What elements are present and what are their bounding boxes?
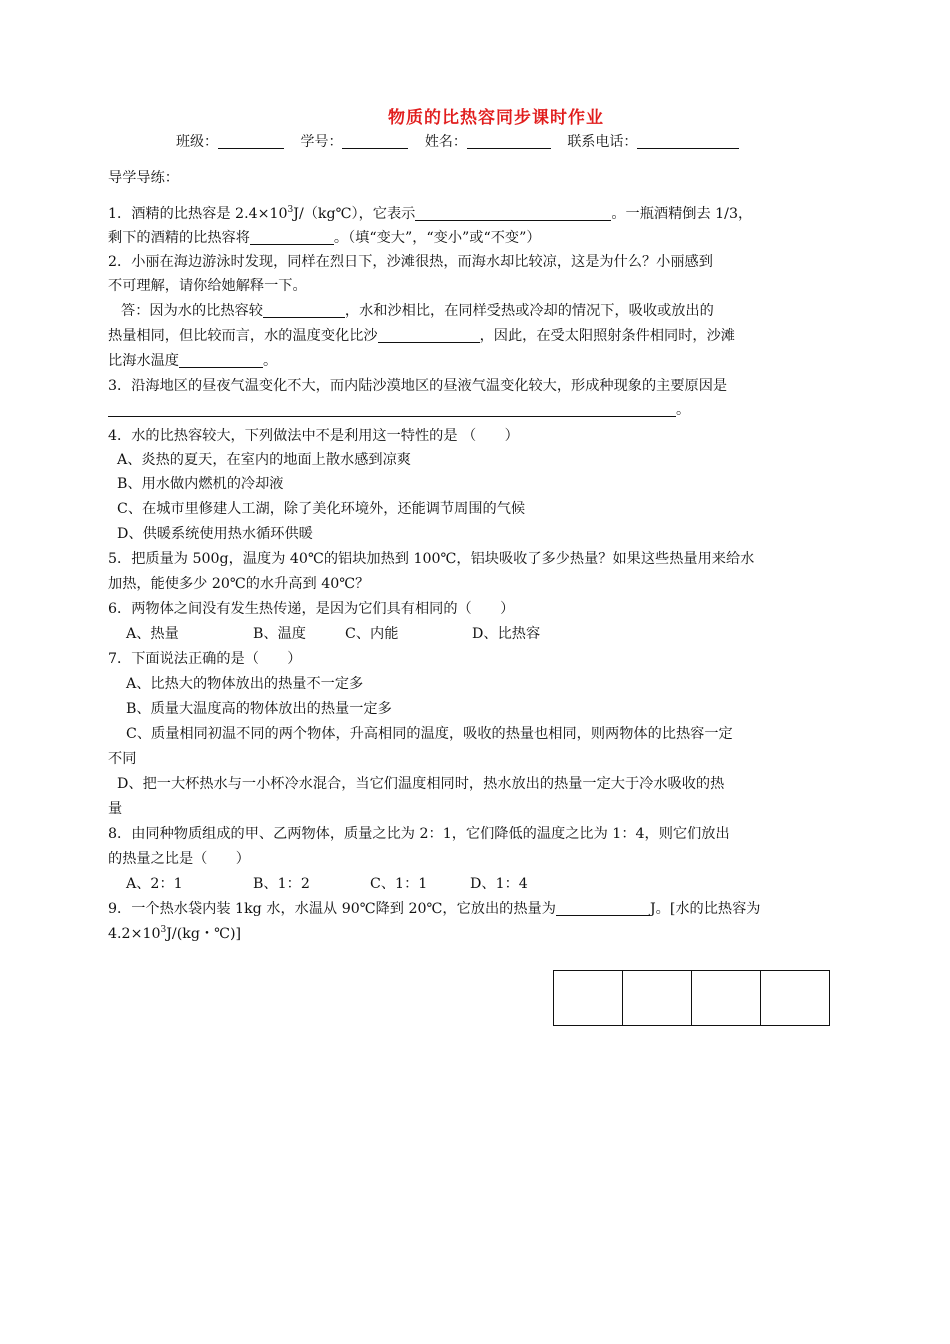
name-field[interactable]: 姓名： <box>425 131 551 151</box>
q2-answer-line2: 热量相同，但比较而言，水的温度变化比沙 ，因此，在受太阳照射条件相同时，沙滩 <box>108 328 735 344</box>
score-cell[interactable] <box>554 971 623 1026</box>
q1-line2: 剩下的酒精的比热容将 。（填“变大”，“变小”或“不变”） <box>108 230 541 246</box>
q1-blank-meaning[interactable] <box>415 205 611 221</box>
q2-line2: 不可理解，请你给她解释一下。 <box>108 278 307 294</box>
q6-option-c: C、内能 <box>345 626 399 642</box>
q2-answer-line3: 比海水温度 。 <box>108 353 278 369</box>
q2-answer-line1: 答：因为水的比热容较 ，水和沙相比，在同样受热或冷却的情况下，吸收或放出的 <box>121 303 714 319</box>
q9-line2: $4.2\times 10^3J/(kg$・℃)] <box>108 925 242 942</box>
q5-line2: 加热，能使多少 20℃的水升高到 40℃？ <box>108 576 370 592</box>
q7-option-c-line1: C、质量相同初温不同的两个物体，升高相同的温度，吸收的热量也相同，则两物体的比热容一定 <box>126 726 733 742</box>
page-title: 物质的比热容同步课时作业 <box>388 108 604 128</box>
q4-option-c: C、在城市里修建人工湖，除了美化环境外，还能调节周围的气候 <box>117 501 526 517</box>
q1-line1: 1．酒精的比热容是 $2.4\times 10^3J/(kg℃)$，它表示 。一瓶酒精倒去 1/3， <box>108 205 753 222</box>
score-cell[interactable] <box>623 971 692 1026</box>
q6-option-b: B、温度 <box>253 626 306 642</box>
q7-option-c-line2: 不同 <box>108 751 137 767</box>
q2-line1: 2．小丽在海边游泳时发现，同样在烈日下，沙滩很热，而海水却比较凉，这是为什么？小丽感到 <box>108 254 713 270</box>
student-no-field[interactable]: 学号： <box>300 131 408 151</box>
q4-option-d: D、供暖系统使用热水循环供暖 <box>117 526 313 542</box>
q2-blank-1[interactable] <box>263 302 345 318</box>
q9-blank[interactable] <box>556 900 650 916</box>
q5-line1: 5．把质量为 500g，温度为 40℃的铝块加热到 100℃，铝块吸收了多少热量？如果这些热量用来给水 <box>108 551 755 567</box>
q7-option-d-line2: 量 <box>108 801 123 817</box>
class-field[interactable]: 班级： <box>176 131 284 151</box>
q6-option-d: D、比热容 <box>472 626 541 642</box>
q8-option-a: A、2：1 <box>126 876 183 892</box>
q4-option-b: B、用水做内燃机的冷却液 <box>117 476 284 492</box>
q3-blank[interactable] <box>108 401 676 417</box>
q8-line2: 的热量之比是（ ） <box>108 851 250 867</box>
q4-option-a: A、炎热的夏天，在室内的地面上散水感到凉爽 <box>117 452 411 468</box>
q9-line1: 9．一个热水袋内装 1kg 水，水温从 90℃降到 20℃，它放出的热量为 J。[水的比热容为 <box>108 901 761 917</box>
q2-blank-3[interactable] <box>179 352 263 368</box>
q3-line2: 。 <box>108 400 690 420</box>
q7-option-d-line1: D、把一大杯热水与一小杯冷水混合，当它们温度相同时，热水放出的热量一定大于冷水吸收的热 <box>117 776 725 792</box>
score-cell[interactable] <box>692 971 761 1026</box>
q6-option-a: A、热量 <box>126 626 179 642</box>
q3-line1: 3．沿海地区的昼夜气温变化不大，而内陆沙漠地区的昼液气温变化较大，形成种现象的主要原因是 <box>108 378 728 394</box>
section-heading: 导学导练： <box>108 170 179 186</box>
q7-option-a: A、比热大的物体放出的热量不一定多 <box>126 676 364 692</box>
q8-option-c: C、1：1 <box>370 876 428 892</box>
q8-line1: 8．由同种物质组成的甲、乙两物体，质量之比为 2：1，它们降低的温度之比为 1：4，则它们放出 <box>108 826 730 842</box>
q1-blank-change[interactable] <box>250 229 334 245</box>
q4-stem: 4．水的比热容较大，下列做法中不是利用这一特性的是 （ ） <box>108 428 519 444</box>
score-cell[interactable] <box>761 971 830 1026</box>
q8-option-d: D、1：4 <box>470 876 528 892</box>
q8-option-b: B、1：2 <box>253 876 310 892</box>
score-table <box>553 970 830 1026</box>
student-info-row <box>176 131 751 151</box>
q6-stem: 6．两物体之间没有发生热传递，是因为它们具有相同的（ ） <box>108 601 515 617</box>
q2-blank-2[interactable] <box>378 327 480 343</box>
q7-stem: 7．下面说法正确的是（ ） <box>108 651 302 667</box>
phone-field[interactable]: 联系电话： <box>567 131 739 151</box>
q7-option-b: B、质量大温度高的物体放出的热量一定多 <box>126 701 392 717</box>
